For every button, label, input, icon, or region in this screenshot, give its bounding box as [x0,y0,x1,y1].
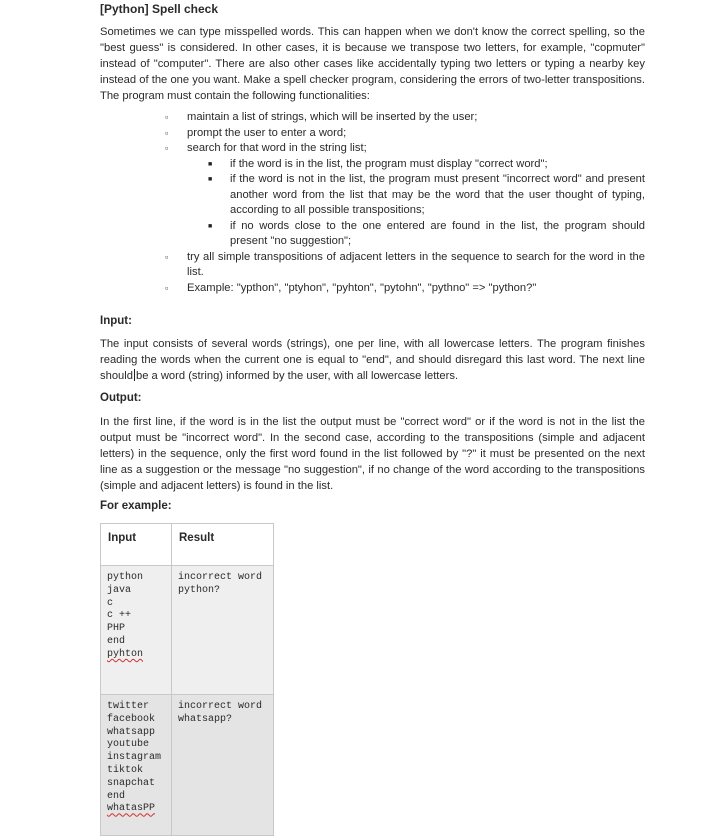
result-cell [172,566,274,695]
input-line: c ++ [107,610,132,622]
input-cell [101,695,172,836]
input-line: java [107,584,132,596]
input-line: whatsapp [107,726,156,738]
list-item: ▫ prompt the user to enter a word; [160,126,645,142]
list-item: ▫ Example: "ypthon", "ptyhon", "pyhton", "pytohn", "pythno" => "python?" [160,281,645,297]
column-header-result: Result [172,524,274,566]
input-line: tiktok [107,764,144,776]
input-text-b: be a word (string) informed by the user, with all lowercase letters. [135,370,459,382]
example-table [100,523,274,836]
input-line: end [107,635,126,647]
list-item-text: search for that word in the string list; [187,142,367,154]
page-title: [Python] Spell check [100,2,219,16]
result-line: python? [178,584,221,596]
input-line: instagram [107,752,162,764]
text-cursor [134,369,135,381]
input-line: facebook [107,713,156,725]
input-line: snapchat [107,777,156,789]
input-line: twitter [107,701,150,712]
output-paragraph: In the first line, if the word is in the list the output must be "correct word" or if the word is not in the list the output must be "incorrect word". In the second case, according to the transpositions (simple and adjacent letters) in the sequence, only the first word found in the list followed by "?" it must be presented on the next line as a suggestion or the message "no suggestion", if no change of the word according to the transpositions (simple and adjacent letters) is found in the list. [100,416,645,492]
search-sublist [203,157,645,250]
list-item: ▫ maintain a list of strings, which will be inserted by the user; [160,110,645,126]
input-line: python [107,572,144,583]
sublist-item: ■ if no words close to the one entered are found in the list, the program should present "no suggestion"; [203,219,645,250]
table-row [101,566,274,695]
input-line: whatasPP [107,803,156,815]
input-line: c [107,597,114,609]
input-line: pyhton [107,648,144,660]
sublist-item: ■ if the word is not in the list, the program must present "incorrect word" and present another word from the list that may be the word that the user thought of typing, according to all possible transpositions; [203,172,645,219]
sublist-item: ■ if the word is in the list, the program must display "correct word"; [203,157,645,173]
table-row [101,695,274,836]
input-heading: Input: [100,315,132,327]
input-line: youtube [107,739,150,751]
list-item: ▫ try all simple transpositions of adjacent letters in the sequence to search for the word in the list. [160,250,645,281]
result-line: incorrect word [178,701,263,712]
output-heading: Output: [100,392,142,404]
input-line: end [107,790,126,802]
example-heading: For example: [100,500,172,512]
intro-paragraph: Sometimes we can type misspelled words. This can happen when we don't know the correct spelling, so the "best guess" is considered. In other cases, it is because we transpose two letters, for example, "copmuter" instead of "computer". There are also other cases like accidentally typing two letters or typing a nearby key instead of the one you want. Make a spell checker program, considering the errors of two-letter transpositions. The program must contain the following functionalities: [100,26,645,102]
result-line: incorrect word [178,572,263,583]
input-line: PHP [107,623,126,635]
column-header-input: Input [101,524,172,566]
list-item [160,141,645,250]
input-cell [101,566,172,695]
result-cell [172,695,274,836]
functionality-list [160,110,645,296]
table-header-row [101,524,274,566]
input-paragraph [100,336,645,384]
input-text-a: The input consists of several words (strings), one per line, with all lowercase letters. The program finishes reading the words when the current one is equal to "end", and should disregard this last word. The next line should [100,338,645,382]
result-line: whatsapp? [178,713,233,725]
